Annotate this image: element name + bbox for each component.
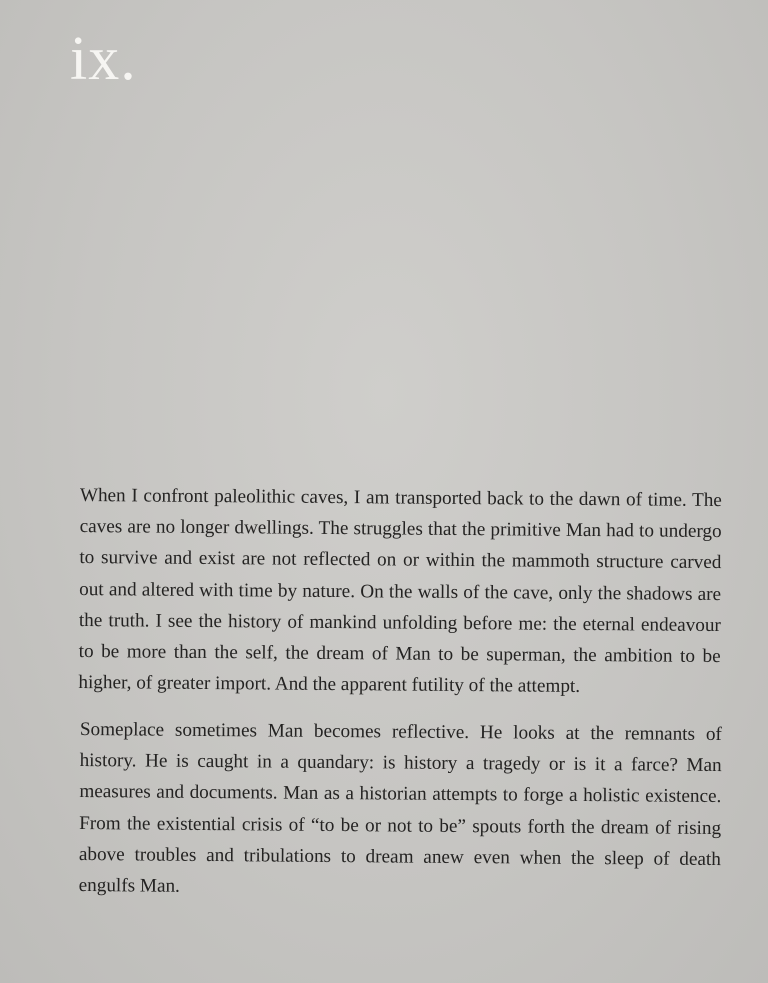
chapter-number: ix.: [70, 25, 137, 93]
chapter-body: [80, 480, 722, 918]
paragraph-2: Someplace sometimes Man becomes reflective. He looks at the remnants of history. He is caught in a quandary: is history a tragedy or is it a farce? Man measures and documents. Man as a historian attempts to forge a holistic existence. From the existential crisis of “to be or not to be” spouts forth the dream of rising above troubles and tribulations to dream anew even when the sleep of death engulfs Man.: [78, 719, 722, 898]
paragraph-1: When I confront paleolithic caves, I am transported back to the dawn of time. The caves are no longer dwellings. The struggles that the primitive Man had to undergo to survive and exist are not reflected on or within the mammoth structure carved out and altered with time by nature. On the walls of the cave, only the shadows are the truth. I see the history of mankind unfolding before me: the eternal endeavour to be more than the self, the dream of Man to be superman, the ambition to be higher, of greater import. And the apparent futility of the attempt.: [78, 484, 722, 698]
